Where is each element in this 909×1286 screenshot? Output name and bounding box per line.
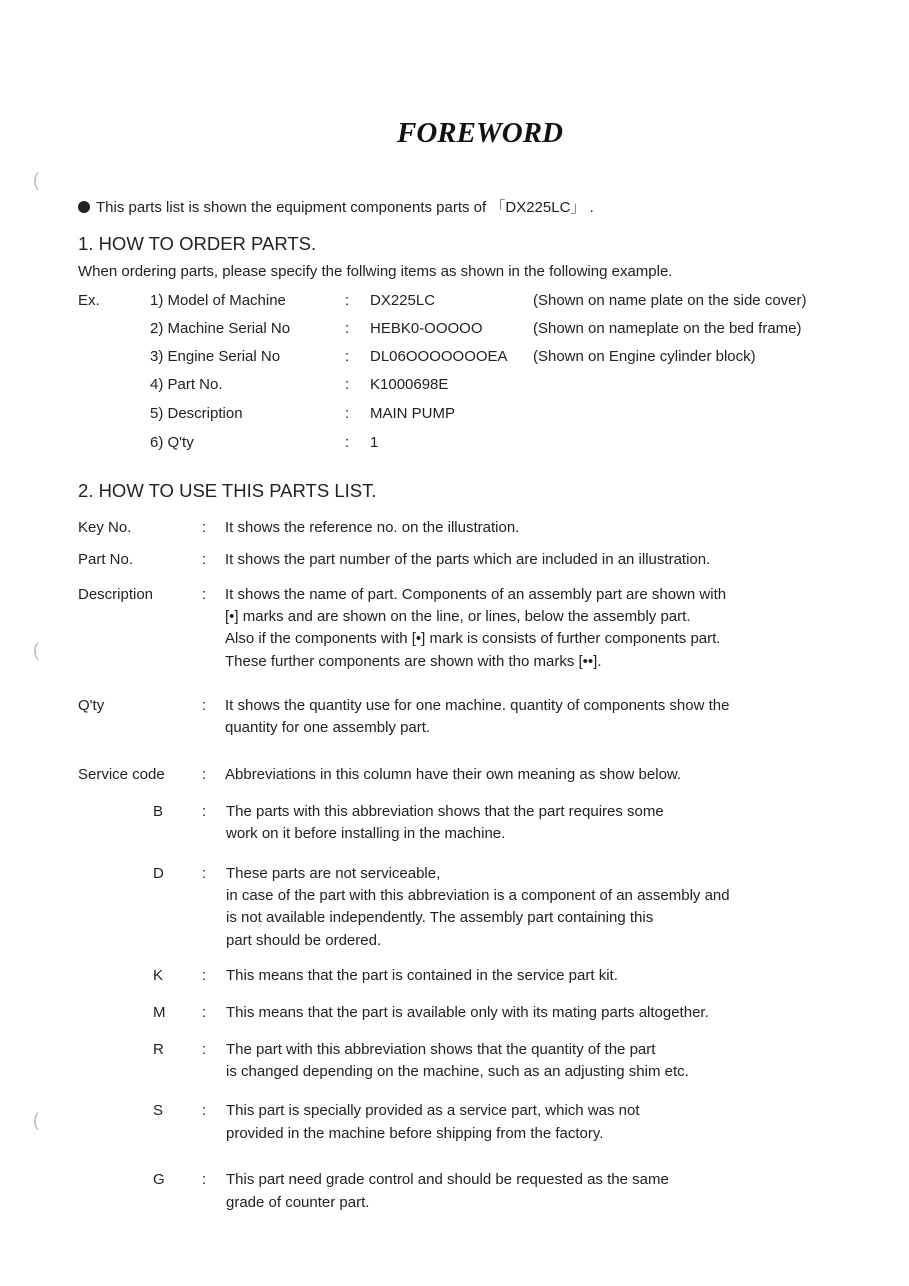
scan-mark: (: [33, 170, 39, 190]
example-label: 5) Description: [150, 405, 243, 422]
service-code-description-line: This means that the part is contained in the service part kit.: [226, 967, 618, 984]
service-code-description-line: grade of counter part.: [226, 1194, 370, 1211]
term-description-line: It shows the name of part. Components of an assembly part are shown with: [225, 586, 727, 603]
colon: :: [202, 697, 207, 714]
example-label: 2) Machine Serial No: [150, 320, 291, 337]
example-label: 1) Model of Machine: [150, 292, 286, 309]
colon: :: [202, 766, 207, 783]
service-code-description-line: provided in the machine before shipping from the factory.: [226, 1125, 604, 1142]
term-description-line: [•] marks and are shown on the line, or lines, below the assembly part.: [225, 608, 691, 625]
example-value: DL06OOOOOOOEA: [370, 348, 508, 365]
example-note: (Shown on nameplate on the bed frame): [533, 320, 802, 337]
colon: :: [202, 586, 207, 603]
example-label: 3) Engine Serial No: [150, 348, 281, 365]
example-value: DX225LC: [370, 292, 436, 309]
example-note: (Shown on Engine cylinder block): [533, 348, 756, 365]
service-code-letter: K: [153, 967, 164, 984]
term-description-line: It shows the quantity use for one machine. quantity of components show the: [225, 697, 730, 714]
service-code-description-line: The part with this abbreviation shows that the quantity of the part: [226, 1041, 656, 1058]
scan-mark: (: [33, 1110, 39, 1130]
term-description-line: It shows the part number of the parts which are included in an illustration.: [225, 551, 711, 568]
example-value: HEBK0-OOOOO: [370, 320, 483, 337]
example-label: 6) Q'ty: [150, 434, 194, 451]
example-value: MAIN PUMP: [370, 405, 456, 422]
service-code-letter: S: [153, 1102, 164, 1119]
term-label: Service code: [78, 766, 165, 783]
service-code-description-line: The parts with this abbreviation shows that the part requires some: [226, 803, 664, 820]
term-description-line: Abbreviations in this column have their own meaning as show below.: [225, 766, 682, 783]
colon: :: [202, 519, 207, 536]
intro-line: [78, 199, 594, 217]
colon: :: [202, 1102, 207, 1119]
example-label: 4) Part No.: [150, 376, 223, 393]
term-label: Description: [78, 586, 154, 603]
section1-heading: 1. HOW TO ORDER PARTS.: [78, 233, 317, 254]
service-code-description-line: These parts are not serviceable,: [226, 865, 441, 882]
colon: :: [345, 348, 350, 365]
page-title: FOREWORD: [397, 117, 563, 149]
service-code-letter: G: [153, 1171, 165, 1188]
service-code-letter: D: [153, 865, 164, 882]
scan-mark: (: [33, 640, 39, 660]
colon: :: [345, 292, 350, 309]
service-code-letter: B: [153, 803, 164, 820]
service-code-description-line: This means that the part is available only with its mating parts altogether.: [226, 1004, 709, 1021]
colon: :: [345, 405, 350, 422]
term-label: Q'ty: [78, 697, 105, 714]
intro-text: This parts list is shown the equipment components parts of 「DX225LC」 .: [96, 199, 594, 216]
example-value: K1000698E: [370, 376, 449, 393]
term-description-line: These further components are shown with tho marks [••].: [225, 653, 602, 670]
example-value: 1: [370, 434, 379, 451]
term-description-line: It shows the reference no. on the illustration.: [225, 519, 520, 536]
bullet-icon: [78, 201, 90, 213]
colon: :: [345, 434, 350, 451]
colon: :: [202, 1171, 207, 1188]
service-code-description-line: is changed depending on the machine, such as an adjusting shim etc.: [226, 1063, 689, 1080]
service-code-description-line: part should be ordered.: [226, 932, 382, 949]
service-code-description-line: work on it before installing in the machine.: [226, 825, 506, 842]
service-code-letter: R: [153, 1041, 164, 1058]
service-code-letter: M: [153, 1004, 166, 1021]
service-code-description-line: This part need grade control and should be requested as the same: [226, 1171, 669, 1188]
section2-heading: 2. HOW TO USE THIS PARTS LIST.: [78, 480, 377, 501]
colon: :: [202, 1004, 207, 1021]
colon: :: [202, 803, 207, 820]
service-code-description-line: is not available independently. The assembly part containing this: [226, 909, 654, 926]
colon: :: [202, 551, 207, 568]
service-code-description-line: This part is specially provided as a service part, which was not: [226, 1102, 640, 1119]
term-label: Part No.: [78, 551, 134, 568]
colon: :: [345, 376, 350, 393]
term-description-line: quantity for one assembly part.: [225, 719, 431, 736]
term-description-line: Also if the components with [•] mark is consists of further components part.: [225, 630, 721, 647]
term-label: Key No.: [78, 519, 132, 536]
colon: :: [202, 865, 207, 882]
colon: :: [202, 967, 207, 984]
service-code-description-line: in case of the part with this abbreviation is a component of an assembly and: [226, 887, 730, 904]
ex-label: Ex.: [78, 292, 100, 309]
colon: :: [202, 1041, 207, 1058]
colon: :: [345, 320, 350, 337]
section1-lead: When ordering parts, please specify the follwing items as shown in the following example.: [78, 263, 673, 280]
example-note: (Shown on name plate on the side cover): [533, 292, 807, 309]
